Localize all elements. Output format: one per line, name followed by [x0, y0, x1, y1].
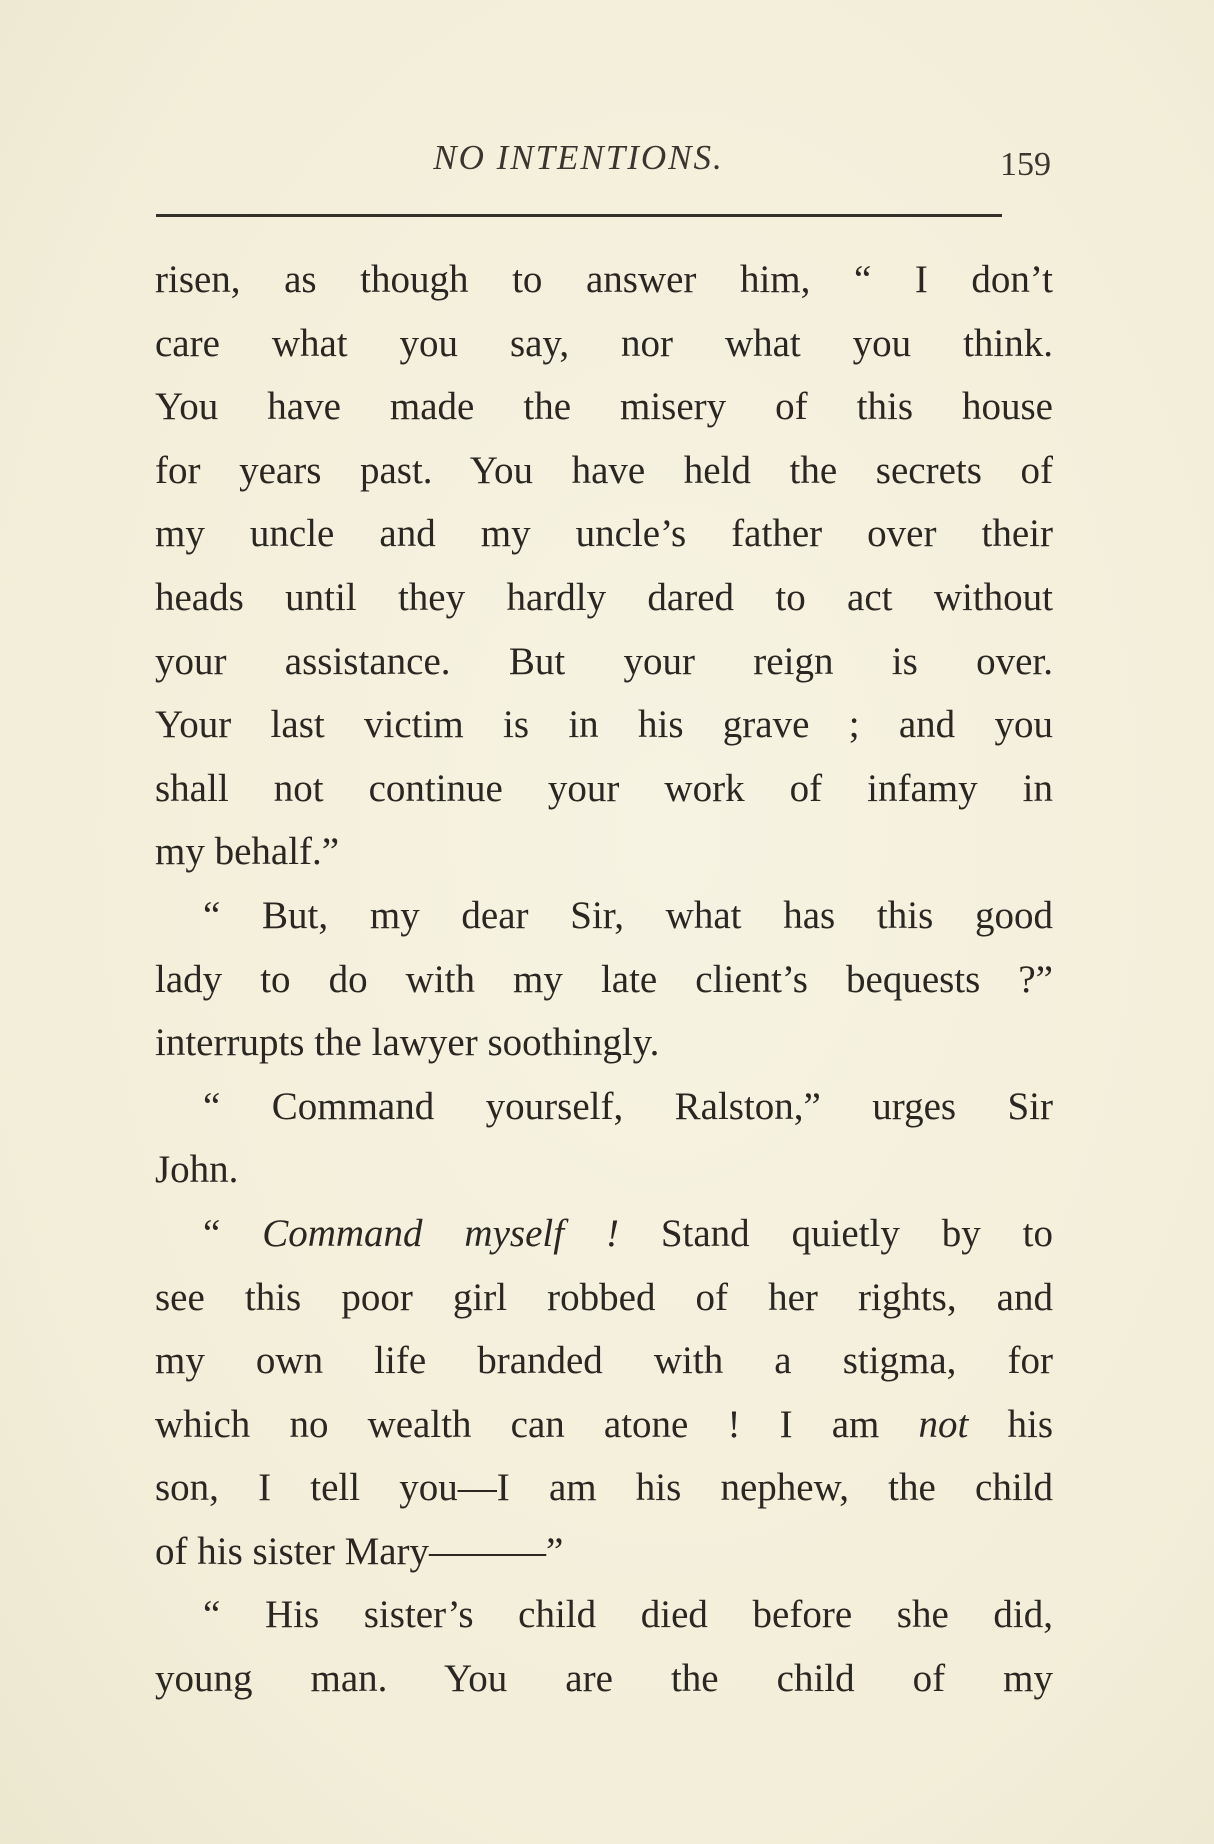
text-line: risen, as though to answer him, “ I don’t [155, 258, 1053, 301]
page-number: 159 [1000, 146, 1051, 183]
italic-emphasis: not [918, 1402, 969, 1446]
text-line: my behalf.” [155, 830, 340, 874]
text-line: son, I tell you—I am his nephew, the child [155, 1466, 1053, 1510]
header-rule [156, 214, 1002, 217]
text-line: your assistance. But your reign is over. [155, 639, 1053, 683]
text-line: shall not continue your work of infamy in [155, 766, 1053, 810]
quote-mark: “ [203, 1211, 263, 1255]
text-line: John. [155, 1148, 239, 1192]
text-line [155, 1202, 1053, 1266]
text-line: of his sister Mary———” [155, 1529, 564, 1573]
line-start: which no wealth can atone ! I am [155, 1402, 919, 1446]
line-remainder: his [968, 1402, 1054, 1446]
text-line: “ But, my dear Sir, what has this good [203, 893, 1053, 937]
text-line: lady to do with my late client’s bequests ?” [155, 957, 1053, 1001]
italic-emphasis: Command myself ! [262, 1211, 619, 1255]
text-line: my own life branded with a stigma, for [155, 1339, 1053, 1383]
text-line [155, 1393, 1053, 1457]
text-line: Your last victim is in his grave ; and you [155, 703, 1053, 747]
body-text [155, 248, 1053, 1711]
text-line: care what you say, nor what you think. [155, 321, 1053, 365]
text-line: young man. You are the child of my [155, 1657, 1053, 1701]
line-remainder: Stand quietly by to [618, 1211, 1053, 1255]
text-line: for years past. You have held the secrets of [155, 448, 1053, 492]
text-line: You have made the misery of this house [155, 385, 1053, 429]
running-head [156, 128, 1051, 188]
text-line: my uncle and my uncle’s father over their [155, 512, 1053, 556]
text-line: interrupts the lawyer soothingly. [155, 1021, 660, 1065]
text-line: “ His sister’s child died before she did, [203, 1593, 1053, 1637]
text-line: “ Command yourself, Ralston,” urges Sir [203, 1084, 1053, 1128]
text-line: see this poor girl robbed of her rights, and [155, 1275, 1053, 1319]
text-line: heads until they hardly dared to act without [155, 575, 1053, 619]
running-title: NO INTENTIONS. [433, 138, 724, 177]
